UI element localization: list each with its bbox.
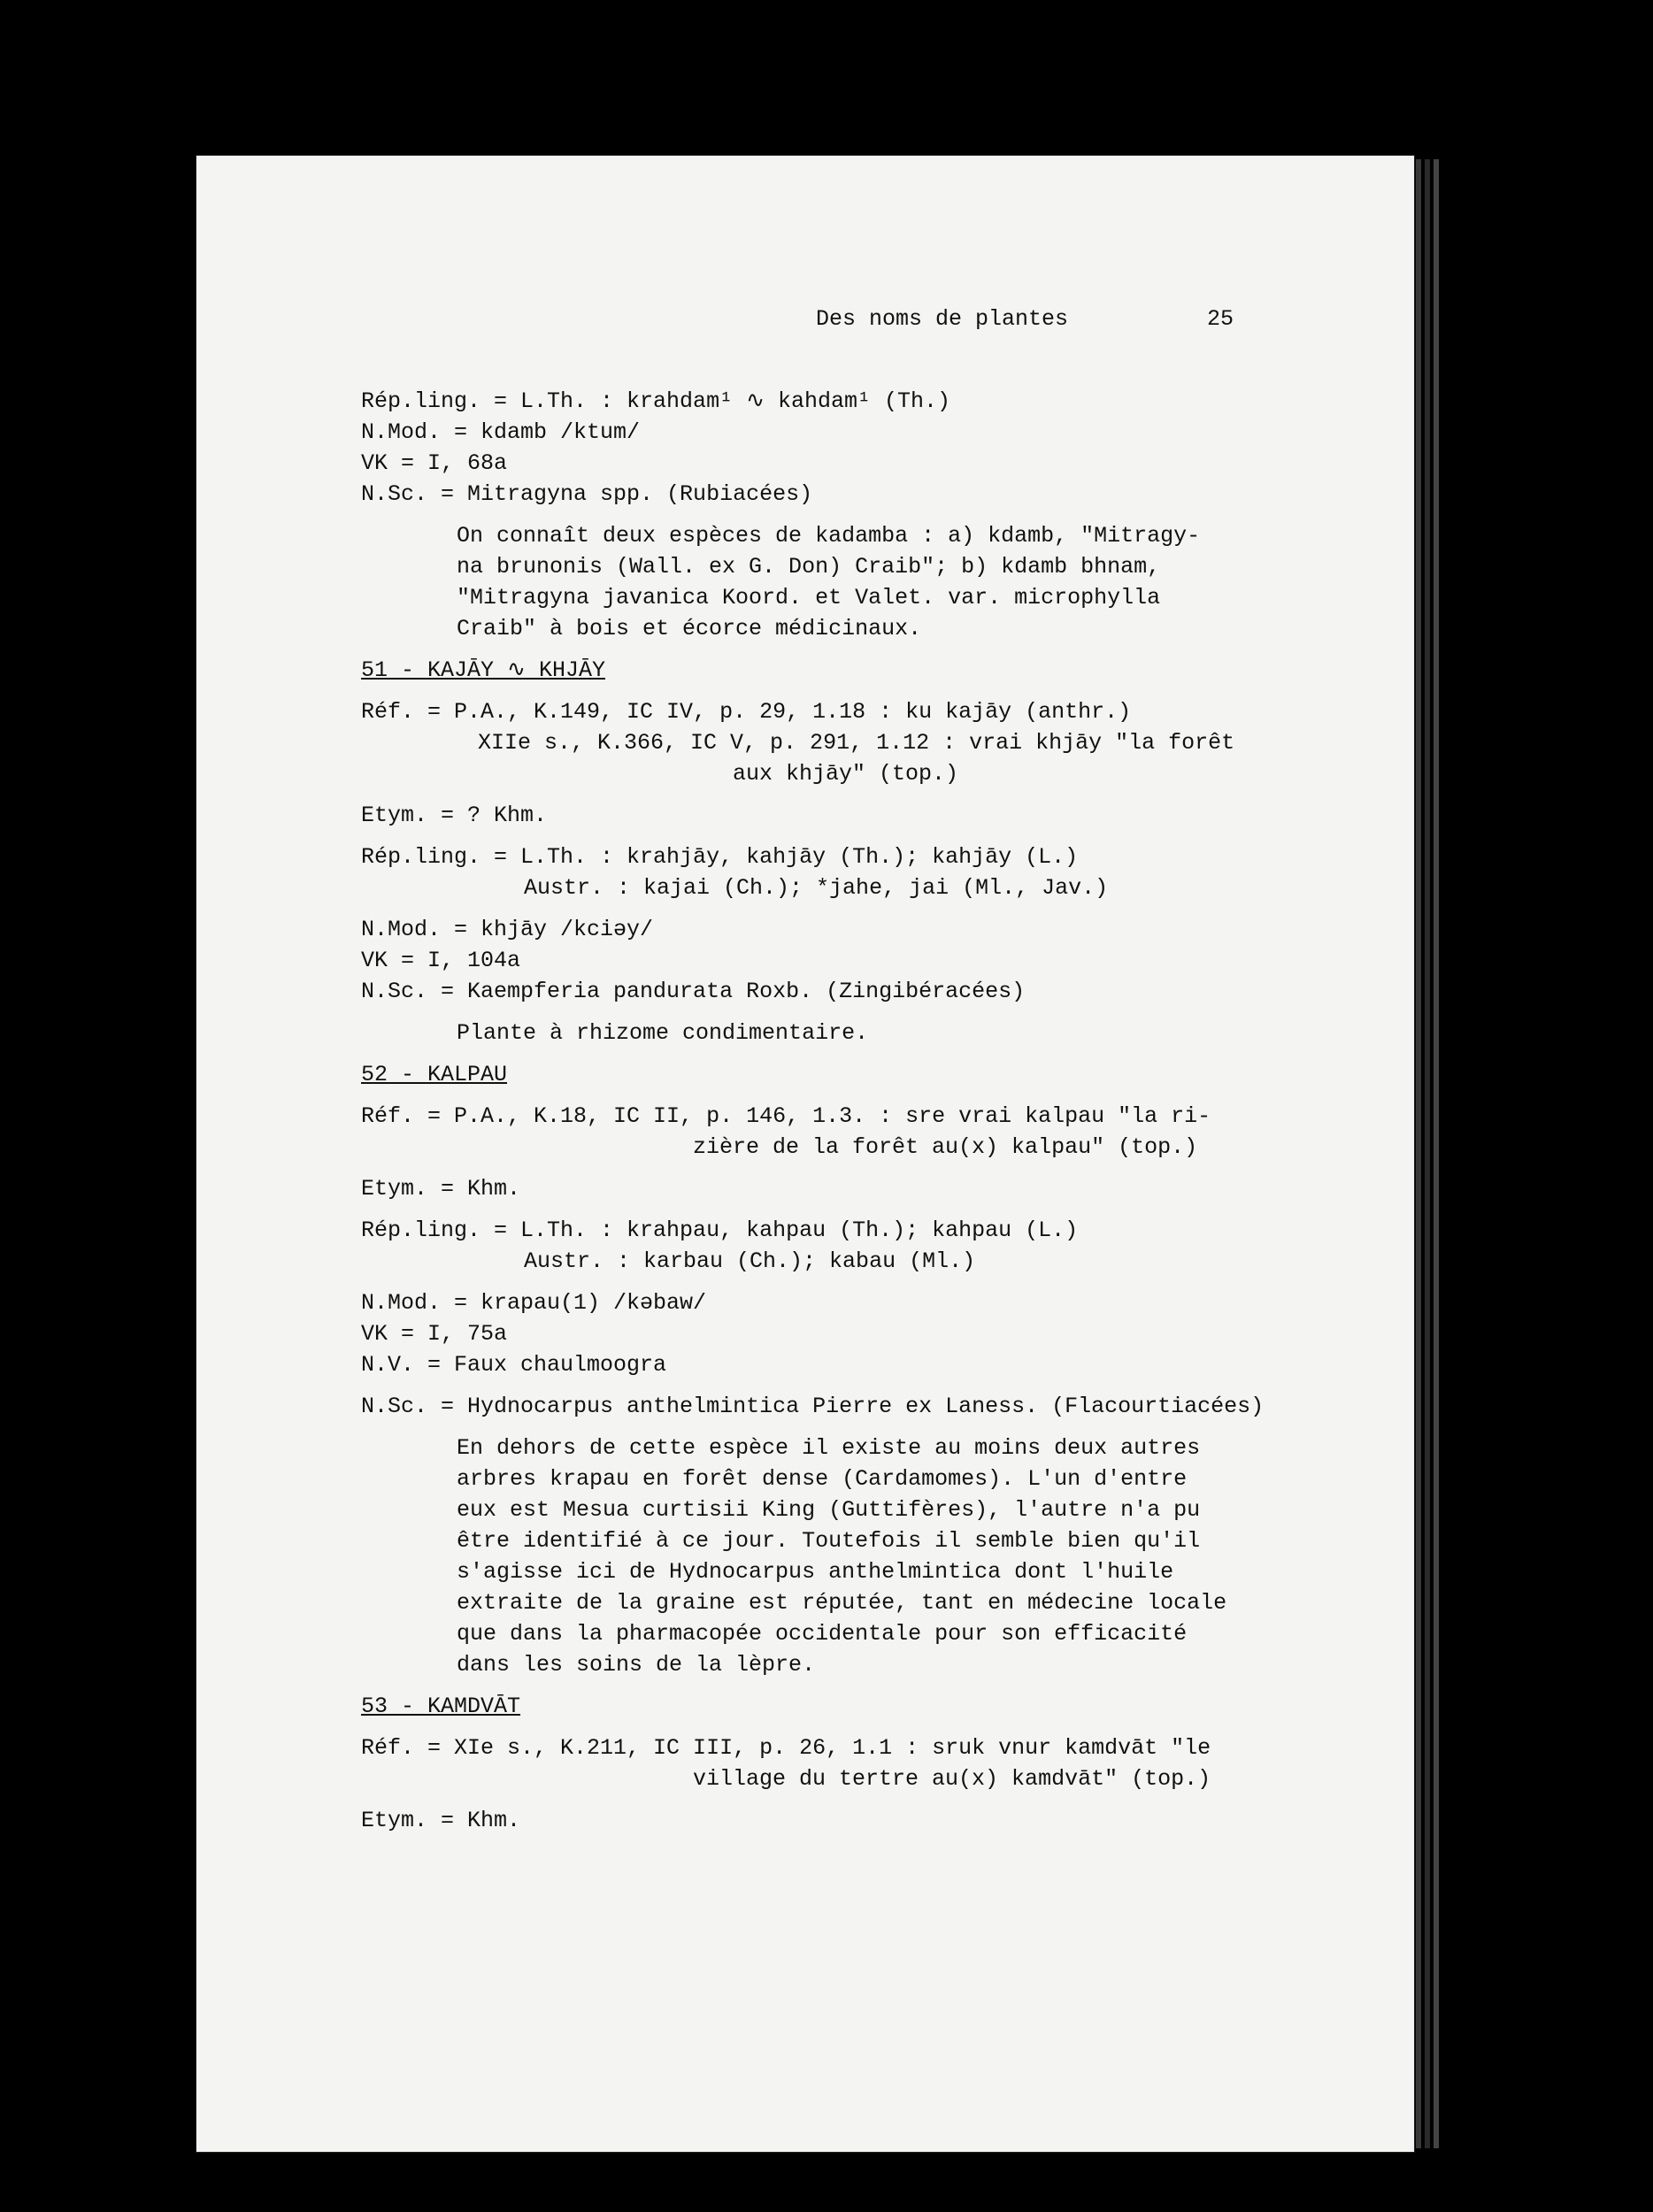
text-line: na brunonis (Wall. ex G. Don) Craib"; b) kdamb bhnam, (457, 554, 1161, 580)
text-line: village du tertre au(x) kamdvāt" (top.) (693, 1766, 1211, 1792)
text-line: VK = I, 104a (361, 948, 521, 973)
entry-heading: 51 - KAJĀY ∿ KHJĀY (361, 657, 605, 683)
text-line: Réf. = P.A., K.149, IC IV, p. 29, 1.18 : ku kajāy (anthr.) (361, 699, 1132, 725)
text-line: Rép.ling. = L.Th. : krahdam¹ ∿ kahdam¹ (Th.) (361, 388, 951, 414)
entry-heading: 53 - KAMDVĀT (361, 1694, 521, 1719)
text-line: N.Sc. = Mitragyna spp. (Rubiacées) (361, 481, 813, 507)
text-line: N.Mod. = krapau(1) /kəbaw/ (361, 1290, 707, 1316)
text-line: "Mitragyna javanica Koord. et Valet. var. microphylla (457, 585, 1161, 611)
text-line: extraite de la graine est réputée, tant en médecine locale (457, 1590, 1227, 1616)
text-line: VK = I, 68a (361, 450, 508, 476)
text-line: eux est Mesua curtisii King (Guttifères), l'autre n'a pu (457, 1497, 1201, 1523)
text-line: N.Mod. = kdamb /ktum/ (361, 419, 641, 445)
page-number: 25 (1207, 306, 1234, 332)
text-line: N.Sc. = Hydnocarpus anthelmintica Pierre ex Laness. (Flacourtiacées) (361, 1394, 1265, 1419)
text-line: dans les soins de la lèpre. (457, 1652, 816, 1678)
text-line: être identifié à ce jour. Toutefois il semble bien qu'il (457, 1528, 1201, 1554)
text-line: Austr. : karbau (Ch.); kabau (Ml.) (524, 1248, 976, 1274)
text-line: arbres krapau en forêt dense (Cardamomes). L'un d'entre (457, 1466, 1188, 1492)
text-line: Craib" à bois et écorce médicinaux. (457, 616, 922, 641)
text-line: Etym. = Khm. (361, 1808, 521, 1833)
entry-heading: 52 - KALPAU (361, 1062, 508, 1087)
text-line: Rép.ling. = L.Th. : krahpau, kahpau (Th.); kahpau (L.) (361, 1217, 1079, 1243)
text-line: s'agisse ici de Hydnocarpus anthelmintica dont l'huile (457, 1559, 1174, 1585)
text-line: Réf. = P.A., K.18, IC II, p. 146, 1.3. : sre vrai kalpau "la ri- (361, 1103, 1211, 1129)
text-line: XIIe s., K.366, IC V, p. 291, 1.12 : vrai khjāy "la forêt (478, 730, 1235, 756)
text-line: En dehors de cette espèce il existe au moins deux autres (457, 1435, 1201, 1461)
text-line: VK = I, 75a (361, 1321, 508, 1347)
text-line: aux khjāy" (top.) (733, 761, 959, 787)
text-line: N.Mod. = khjāy /kciəy/ (361, 917, 654, 942)
text-line: Austr. : kajai (Ch.); *jahe, jai (Ml., Jav.) (524, 875, 1109, 901)
text-line: On connaît deux espèces de kadamba : a) kdamb, "Mitragy- (457, 523, 1201, 549)
text-line: Etym. = Khm. (361, 1176, 521, 1202)
text-line: N.Sc. = Kaempferia pandurata Roxb. (Zingibéracées) (361, 979, 1026, 1004)
text-line: N.V. = Faux chaulmoogra (361, 1352, 667, 1378)
text-line: que dans la pharmacopée occidentale pour son efficacité (457, 1621, 1188, 1647)
page-body (361, 386, 1352, 1836)
page-edge (1416, 159, 1421, 2148)
text-line: Rép.ling. = L.Th. : krahjāy, kahjāy (Th.); kahjāy (L.) (361, 844, 1079, 870)
text-line: Etym. = ? Khm. (361, 803, 548, 828)
page-edge (1434, 159, 1439, 2148)
text-line: Plante à rhizome condimentaire. (457, 1020, 869, 1046)
page-edge (1425, 159, 1430, 2148)
running-title: Des noms de plantes (816, 306, 1069, 332)
text-line: zière de la forêt au(x) kalpau" (top.) (693, 1134, 1198, 1160)
book-page (196, 156, 1414, 2152)
text-line: Réf. = XIe s., K.211, IC III, p. 26, 1.1 : sruk vnur kamdvāt "le (361, 1735, 1211, 1761)
